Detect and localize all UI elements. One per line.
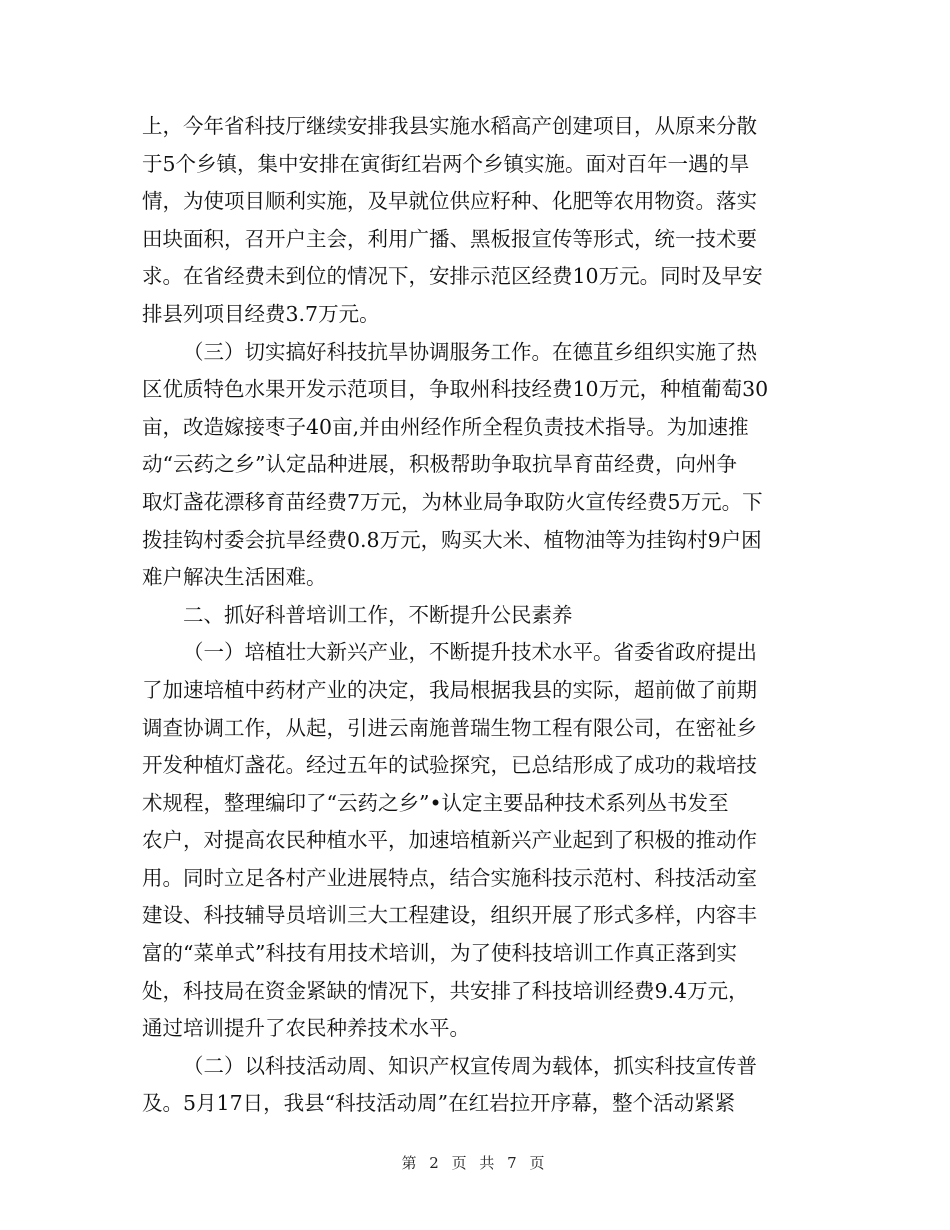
text-line: 调查协调工作，从起，引进云南施普瑞生物工程有限公司，在密祉乡 — [142, 715, 757, 740]
text-line: 了加速培植中药材产业的决定，我局根据我县的实际，超前做了前期 — [142, 677, 757, 702]
text-line: 通过培训提升了农民种养技术水平。 — [142, 1016, 470, 1041]
text-line: 区优质特色水果开发示范项目，争取州科技经费10万元，种植葡萄30 — [142, 377, 769, 402]
text-line: 取灯盏花漂移育苗经费7万元，为林业局争取防火宣传经费5万元。下 — [142, 489, 763, 514]
text-line: 二、抓好科普培训工作，不断提升公民素养 — [183, 602, 573, 627]
text-line: （三）切实搞好科技抗旱协调服务工作。在德苴乡组织实施了热 — [183, 339, 757, 364]
text-line: 上，今年省科技厅继续安排我县实施水稻高产创建项目，从原来分散 — [142, 114, 757, 138]
text-line: 农户，对提高农民种植水平，加速培植新兴产业起到了积极的推动作 — [142, 828, 757, 853]
text-line: 难户解决生活困难。 — [142, 565, 327, 590]
text-line: 处，科技局在资金紧缺的情况下，共安排了科技培训经费9.4万元， — [142, 978, 749, 1003]
text-line: 富的“菜单式”科技有用技术培训，为了使科技培训工作真正落到实 — [142, 941, 737, 966]
text-line: 情，为使项目顺利实施，及早就位供应籽种、化肥等农用物资。落实 — [142, 189, 757, 214]
text-line: 建设、科技辅导员培训三大工程建设，组织开展了形式多样，内容丰 — [142, 903, 757, 928]
text-line: 拨挂钩村委会抗旱经费0.8万元，购买大米、植物油等为挂钩村9户困 — [142, 527, 762, 552]
document-body — [142, 108, 814, 1123]
text-line: 及。5月17日，我县“科技活动周”在红岩拉开序幕，整个活动紧紧 — [142, 1091, 736, 1116]
text-line: （二）以科技活动周、知识产权宣传周为载体，抓实科技宣传普 — [183, 1053, 757, 1078]
text-line: 求。在省经费未到位的情况下，安排示范区经费10万元。同时及早安 — [142, 264, 763, 289]
text-line: 田块面积，召开户主会，利用广播、黑板报宣传等形式，统一技术要 — [142, 226, 757, 251]
text-line: 于5个乡镇，集中安排在寅街红岩两个乡镇实施。面对百年一遇的旱 — [142, 151, 750, 176]
text-line: 动“云药之乡”认定品种进展，积极帮助争取抗旱育苗经费，向州争 — [142, 452, 737, 477]
text-line: 术规程，整理编印了“云药之乡”•认定主要品种技术系列丛书发至 — [142, 790, 729, 815]
text-line: 用。同时立足各村产业进展特点，结合实施科技示范村、科技活动室 — [142, 865, 757, 890]
text-line: （一）培植壮大新兴产业，不断提升技术水平。省委省政府提出 — [183, 640, 757, 665]
text-line: 开发种植灯盏花。经过五年的试验探究，已总结形成了成功的栽培技 — [142, 753, 757, 778]
page-footer: 第 2 页 共 7 页 — [401, 1154, 549, 1172]
text-line: 亩，改造嫁接枣子40亩,并由州经作所全程负责技术指导。为加速推 — [142, 414, 749, 439]
text-line: 排县列项目经费3.7万元。 — [142, 301, 380, 326]
